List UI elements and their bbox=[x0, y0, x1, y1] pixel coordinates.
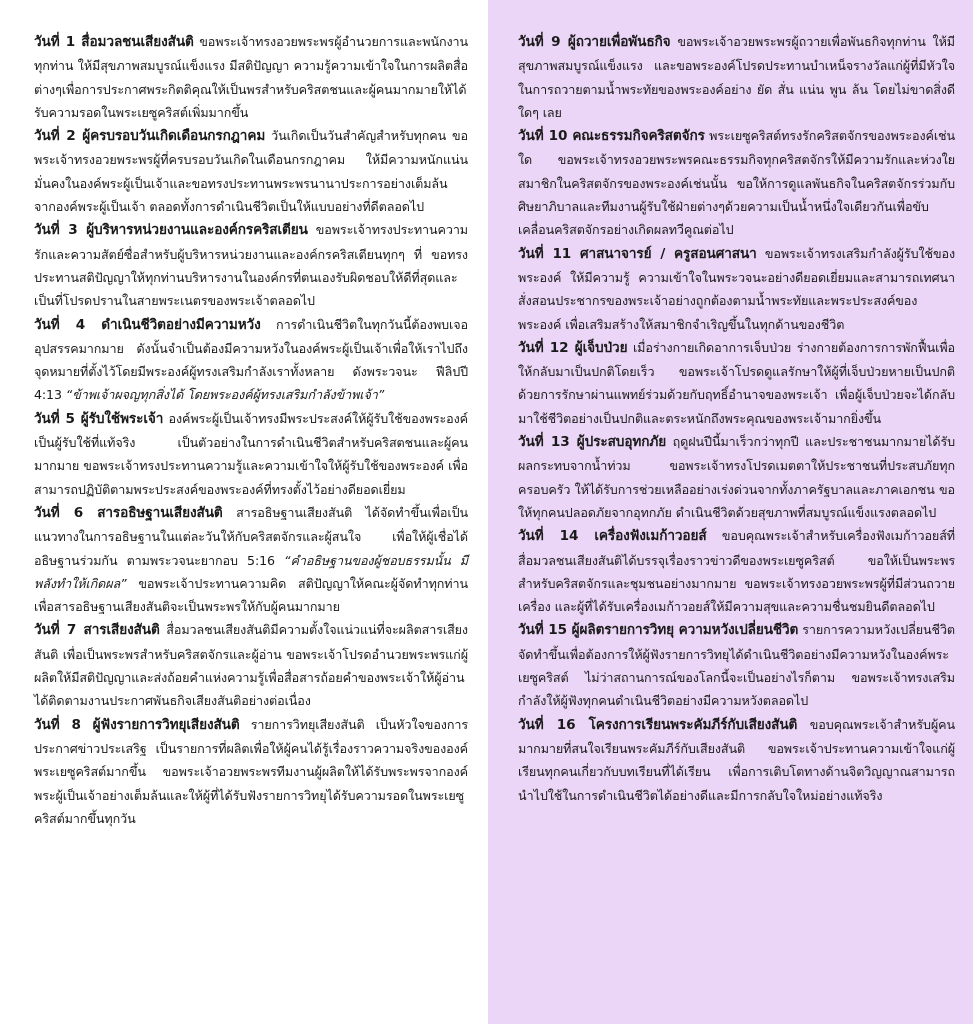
entry-heading: วันที่ 3 ผู้บริหารหน่วยงานและองค์กรคริสเตียน bbox=[34, 222, 308, 239]
prayer-entry-day-6 bbox=[34, 501, 468, 618]
entry-heading: วันที่ 10 คณะธรรมกิจคริสตจักร bbox=[518, 128, 705, 145]
entry-heading: วันที่ 5 ผู้รับใช้พระเจ้า bbox=[34, 410, 164, 427]
entry-text: ขอพระเจ้าทรงเสริมกำลังผู้รับใช้ของพระองค์ ให้มีความรู้ ความเข้าใจในพระวจนะอย่างดียอดเยี่ยมและสามารถเทศนาสั่งสอนประชากรของพระเจ้าอย่างถูกต้องตามน้ำพระทัยและพระประสงค์ของพระองค์ เพื่อเสริมสร้างให้สมาชิกจำเริญขึ้นในทุกด้านของชีวิต bbox=[518, 245, 955, 332]
prayer-entry-day-15 bbox=[518, 618, 955, 712]
prayer-entry-day-9 bbox=[518, 30, 955, 124]
entry-heading: วันที่ 9 ผู้ถวายเพื่อพันธกิจ bbox=[518, 34, 671, 50]
entry-heading: วันที่ 14 เครื่องฟังเมก้าวอยส์ bbox=[518, 528, 707, 545]
entry-text: การดำเนินชีวิตในทุกวันนี้ต้องพบเจออุปสรรคมากมาย ดังนั้นจำเป็นต้องมีความหวังในองค์พระผู้เป็นเจ้าเพื่อให้เราไปถึงจุดหมายที่ตั้งไว้โดยมีพระองค์ผู้ทรงเสริมกำลังเราทั้งหลาย ดังพระวจนะ ฟีลิปปี 4:13 bbox=[34, 316, 468, 403]
prayer-entry-day-14 bbox=[518, 524, 955, 618]
entry-text: องค์พระผู้เป็นเจ้าทรงมีพระประสงค์ให้ผู้รับใช้ของพระองค์เป็นผู้รับใช้ที่แท้จริง เป็นตัวอย่างในการดำเนินชีวิตสำหรับคริสตชนและผู้คนมากมาย ขอพระเจ้าทรงประทานความรู้และความเข้าใจให้ผู้รับใช้ของพระองค์ เพื่อสามารถปฏิบัติตามพระประสงค์ของพระองค์ที่ทรงตั้งไว้อย่างดียอดเยี่ยม bbox=[34, 410, 468, 497]
entry-text: รายการความหวังเปลี่ยนชีวิต จัดทำขึ้นเพื่อต้องการให้ผู้ฟังรายการวิทยุได้ดำเนินชีวิตอย่างมีความหวังในองค์พระเยซูคริสต์ ไม่ว่าสถานการณ์ของโลกนี้จะเป็นอย่างไรก็ตาม ขอพระเจ้าทรงเสริมกำลังให้ผู้ฟังทุกคนดำเนินชีวิตอย่างมีความหวังตลอดไป bbox=[518, 622, 956, 709]
prayer-entry-day-2 bbox=[34, 124, 468, 218]
prayer-entry-day-13 bbox=[518, 430, 955, 524]
entry-text: รายการวิทยุเสียงสันติ เป็นหัวใจของการประกาศข่าวประเสริฐ เป็นรายการที่ผลิตเพื่อให้ผู้คนได้รู้เรื่องราวความจริงขององค์พระเยซูคริสต์มากขึ้น ขอพระเจ้าอวยพระพรทีมงานผู้ผลิตให้ได้รับพระพรจากองค์พระผู้เป็นเจ้าอย่างเต็มล้นและให้ผู้ที่ได้รับฟังรายการวิทยุได้รับความรอดในพระเยซูคริสต์มากขึ้นทุกวัน bbox=[34, 716, 468, 826]
entry-text: ขอพระเจ้าทรงอวยพระพรผู้อำนวยการและพนักงานทุกท่าน ให้มีสุขภาพสมบูรณ์แข็งแรง มีสติปัญญา ความรู้ความเข้าใจในการผลิตสื่อต่างๆเพื่อการประกาศพระกิตติคุณให้เป็นพรสำหรับคริสตชนและผู้คนมากมายให้ได้รับความรอดในพระเยซูคริสต์เพิ่มมากขึ้น bbox=[34, 34, 469, 120]
entry-heading: วันที่ 11 ศาสนาจารย์ / ครูสอนศาสนา bbox=[518, 245, 757, 262]
entry-heading: วันที่ 8 ผู้ฟังรายการวิทยุเสียงสันติ bbox=[34, 716, 240, 733]
entry-heading: วันที่ 16 โครงการเรียนพระคัมภีร์กับเสียงสันติ bbox=[518, 716, 798, 733]
scripture-quote: “คำอธิษฐานของผู้ชอบธรรมนั้น มีพลังทำให้เกิดผล” bbox=[34, 552, 469, 591]
right-column bbox=[488, 0, 973, 1024]
prayer-entry-day-12 bbox=[518, 336, 955, 430]
prayer-entry-day-8 bbox=[34, 713, 468, 830]
entry-heading: วันที่ 13 ผู้ประสบอุทกภัย bbox=[518, 434, 667, 451]
entry-text: ขอบคุณพระเจ้าสำหรับเครื่องฟังเมก้าวอยส์ที่สื่อมวลชนเสียงสันติได้บรรจุเรื่องราวข่าวดีของพระเยซูคริสต์ ขอให้เป็นพระพรสำหรับคริสตจักรและชุมชนอย่างมากมาย ขอพระเจ้าทรงอวยพระพรผู้ที่มีส่วนถวายเครื่อง และผู้ที่ได้รับเครื่องเมก้าวอยส์ให้มีความสุขและความชื่นชมยินดีตลอดไป bbox=[518, 528, 955, 615]
entry-heading: วันที่ 4 ดำเนินชีวิตอย่างมีความหวัง bbox=[34, 316, 261, 333]
entry-heading: วันที่ 6 สารอธิษฐานเสียงสันติ bbox=[34, 504, 223, 521]
entry-text: วันเกิดเป็นวันสำคัญสำหรับทุกคน ขอพระเจ้าทรงอวยพระพรผู้ที่ครบรอบวันเกิดในเดือนกรกฎาคม ให้มีความหนักแน่น มั่นคงในองค์พระผู้เป็นเจ้าและขอทรงประทานพระพรนานาประการอย่างเต็มล้นจากองค์พระผู้เป็นเจ้า ตลอดทั้งการดำเนินชีวิตเป็นให้แบบอย่างที่ดีตลอดไป bbox=[34, 128, 468, 215]
entry-text: ขอบคุณพระเจ้าสำหรับผู้คนมากมายที่สนใจเรียนพระคัมภีร์กับเสียงสันติ ขอพระเจ้าประทานความเข้าใจแก่ผู้เรียนทุกคนเกี่ยวกับบทเรียนที่ได้เรียน เพื่อการเติบโตทางด้านจิตวิญญาณสามารถนำไปใช้ในการดำเนินชีวิตได้อย่างดีและมีการกลับใจใหม่อย่างแท้จริง bbox=[518, 716, 956, 803]
entry-heading: วันที่ 12 ผู้เจ็บป่วย bbox=[518, 339, 628, 356]
prayer-entry-day-16 bbox=[518, 713, 955, 807]
prayer-entry-day-4 bbox=[34, 313, 468, 407]
prayer-entry-day-10 bbox=[518, 124, 955, 241]
prayer-entry-day-1 bbox=[34, 30, 468, 124]
entry-text: สารอธิษฐานเสียงสันติ ได้จัดทำขึ้นเพื่อเป็นแนวทางในการอธิษฐานในแต่ละวันให้กับคริสตจักรและผู้สนใจ เพื่อให้ผู้เชื่อได้อธิษฐานร่วมกัน ตามพระวจนะยากอบ 5:16 bbox=[34, 504, 468, 568]
entry-text: เมื่อร่างกายเกิดอาการเจ็บป่วย ร่างกายต้องการการพักฟื้นเพื่อให้กลับมาเป็นปกติโดยเร็ว ขอพระเจ้าโปรดดูแลรักษาให้ผู้ที่เจ็บป่วยหายเป็นปกติ ด้วยการรักษาผ่านแพทย์ร่วมด้วยกับฤทธิ์อำนาจของพระเจ้า เพื่อผู้เจ็บป่วยจะได้กลับมาใช้ชีวิตอย่างเป็นปกติและตระหนักถึงพระคุณของพระเจ้ามากยิ่งขึ้น bbox=[518, 339, 955, 426]
entry-text: พระเยซูคริสต์ทรงรักคริสตจักรของพระองค์เช่นใด ขอพระเจ้าทรงอวยพระพรคณะธรรมกิจทุกคริสตจักรให้มีความรักและห่วงใยสมาชิกในคริสตจักรของพระองค์เช่นนั้น ขอให้การดูแลพันธกิจในคริสตจักรร่วมกับศิษยาภิบาลและทีมงานผู้รับใช้ฝ่ายต่างๆด้วยความเป็นน้ำหนึ่งใจเดียวกันเพื่อขับเคลื่อนคริสตจักรอย่างเกิดผลทวีคูณต่อไป bbox=[518, 128, 955, 238]
entry-heading: วันที่ 2 ผู้ครบรอบวันเกิดเดือนกรกฎาคม bbox=[34, 128, 266, 145]
entry-text: ฤดูฝนปีนี้มาเร็วกว่าทุกปี และประชาชนมากมายได้รับผลกระทบจากน้ำท่วม ขอพระเจ้าทรงโปรดเมตตาให้ประชาชนที่ประสบภัยทุกครอบครัว ให้ได้รับการช่วยเหลืออย่างเร่งด่วนจากทั้งภาครัฐบาลและภาคเอกชน ขอให้ทุกคนปลอดภัยจากอุทกภัย ดำเนินชีวิตด้วยสุขภาพที่สมบูรณ์แข็งแรงตลอดไป bbox=[518, 434, 955, 520]
entry-heading: วันที่ 7 สารเสียงสันติ bbox=[34, 622, 160, 639]
entry-text: ขอพระเจ้าทรงประทานความรักและความสัตย์ซื่อสำหรับผู้บริหารหน่วยงานและองค์กรคริสเตียนทุกๆ ที่ ขอทรงประทานสติปัญญาให้ทุกท่านบริหารงานในองค์กรที่ตนเองรับผิดชอบให้ดีที่สุดและเป็นที่โปรดปรานในสายพระเนตรของพระเจ้าตลอดไป bbox=[34, 222, 468, 309]
entry-text: ขอพระเจ้าอวยพระพรผู้ถวายเพื่อพันธกิจทุกท่าน ให้มีสุขภาพสมบูรณ์แข็งแรง และขอพระองค์โปรดประทานบำเหน็จรางวัลแก่ผู้ที่มีหัวใจในการถวายตามน้ำพระทัยของพระองค์อย่าง ยัด สั่น แน่น พูน ล้น โดยไม่ขาดสิ่งดีใดๆ เลย bbox=[518, 34, 956, 120]
entry-heading: วันที่ 15 ผู้ผลิตรายการวิทยุ ความหวังเปลี่ยนชีวิต bbox=[518, 622, 799, 639]
entry-heading: วันที่ 1 สื่อมวลชนเสียงสันติ bbox=[34, 34, 194, 50]
entry-text-after: ขอพระเจ้าประทานความคิด สติปัญญาให้คณะผู้จัดทำทุกท่าน เพื่อสารอธิษฐานเสียงสันติจะเป็นพระพรให้กับผู้คนมากมาย bbox=[34, 575, 468, 615]
prayer-entry-day-7 bbox=[34, 618, 468, 712]
scripture-quote: “ข้าพเจ้าผจญทุกสิ่งได้ โดยพระองค์ผู้ทรงเสริมกำลังข้าพเจ้า” bbox=[65, 387, 385, 403]
prayer-entry-day-11 bbox=[518, 242, 955, 336]
prayer-entry-day-5 bbox=[34, 407, 468, 501]
entry-text: สื่อมวลชนเสียงสันติมีความตั้งใจแน่วแน่ที่จะผลิตสารเสียงสันติ เพื่อเป็นพระพรสำหรับคริสตจักรและผู้อ่าน ขอพระเจ้าโปรดอำนวยพระพรแก่ผู้ผลิตให้มีสติปัญญาและส่งถ้อยคำแห่งความรู้เพื่อสื่อสารถ้อยคำของพระเจ้าให้ผู้อ่านได้ติดตามงานประกาศพันธกิจเสียงสันติอย่างต่อเนื่อง bbox=[34, 622, 468, 709]
prayer-entry-day-3 bbox=[34, 218, 468, 312]
